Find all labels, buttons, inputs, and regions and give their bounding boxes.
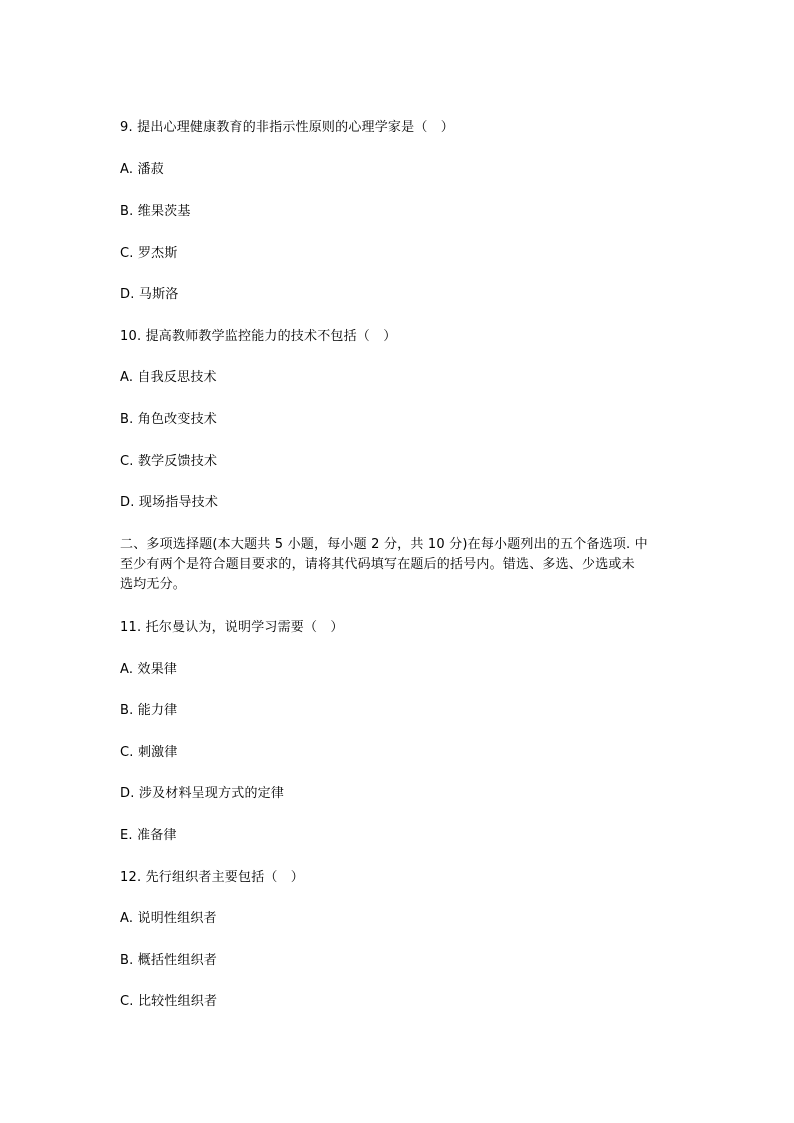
question-9-option-b: B. 维果茨基 — [120, 204, 191, 219]
question-10-option-c: C. 教学反馈技术 — [120, 454, 218, 469]
section-2-instructions — [120, 535, 680, 595]
question-11-option-a: A. 效果律 — [120, 662, 178, 677]
question-12: 12. 先行组织者主要包括（ ） — [120, 870, 305, 885]
question-9: 9. 提出心理健康教育的非指示性原则的心理学家是（ ） — [120, 120, 454, 135]
question-9-option-d: D. 马斯洛 — [120, 287, 179, 302]
section-2-line-1: 二、多项选择题(本大题共 5 小题，每小题 2 分，共 10 分)在每小题列出的五个备选项. 中 — [120, 537, 648, 552]
section-2-line-3: 选均无分。 — [120, 577, 187, 592]
question-11-option-e: E. 准备律 — [120, 828, 177, 843]
question-9-option-a: A. 潘菽 — [120, 162, 164, 177]
section-2-line-2: 至少有两个是符合题目要求的，请将其代码填写在题后的括号内。错选、多选、少选或未 — [120, 557, 635, 572]
question-10-option-d: D. 现场指导技术 — [120, 495, 219, 510]
question-9-option-c: C. 罗杰斯 — [120, 246, 178, 261]
question-10-option-b: B. 角色改变技术 — [120, 412, 217, 427]
question-12-option-b: B. 概括性组织者 — [120, 953, 217, 968]
question-11: 11. 托尔曼认为，说明学习需要（ ） — [120, 620, 344, 635]
question-11-option-b: B. 能力律 — [120, 703, 178, 718]
question-10: 10. 提高教师教学监控能力的技术不包括（ ） — [120, 329, 397, 344]
question-10-option-a: A. 自我反思技术 — [120, 370, 217, 385]
question-11-option-c: C. 刺激律 — [120, 745, 178, 760]
question-12-option-c: C. 比较性组织者 — [120, 994, 218, 1009]
question-11-option-d: D. 涉及材料呈现方式的定律 — [120, 786, 285, 801]
question-12-option-a: A. 说明性组织者 — [120, 911, 217, 926]
